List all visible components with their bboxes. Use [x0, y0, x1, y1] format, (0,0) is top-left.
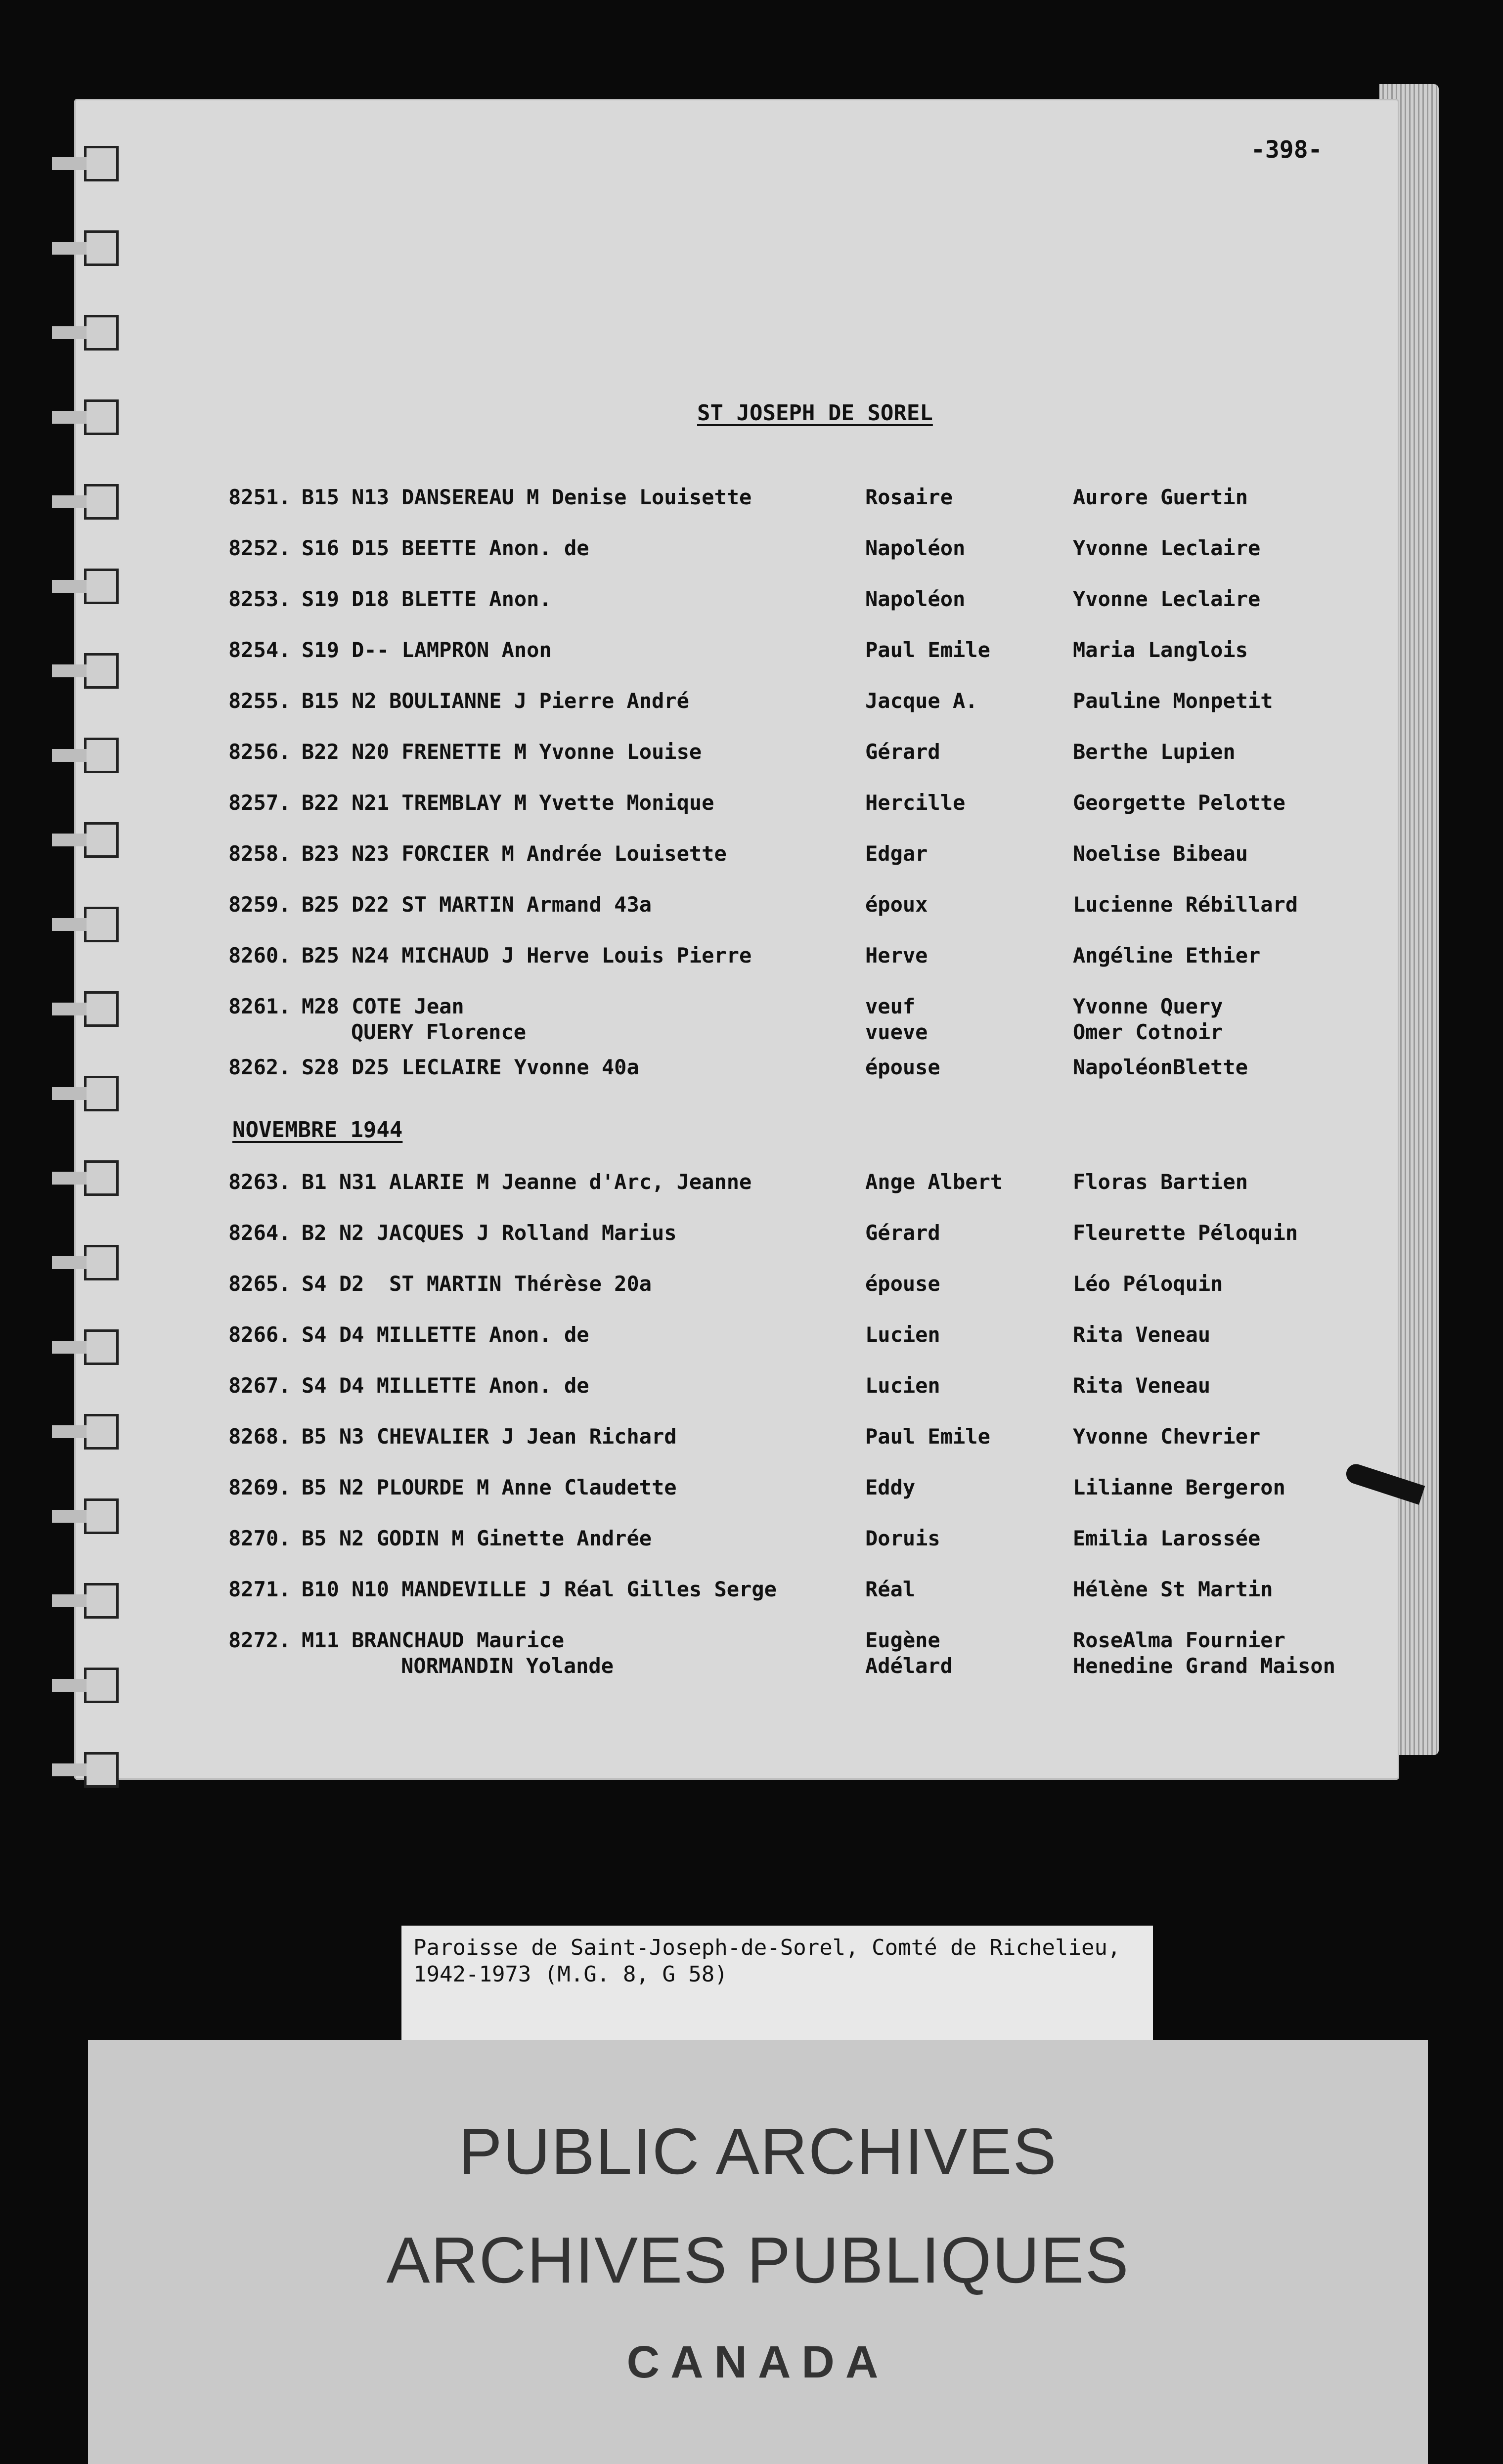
- record-father: Napoléon: [865, 536, 966, 560]
- record-mother: Maria Langlois: [1073, 638, 1248, 662]
- record-name: B5 N2 GODIN M Ginette Andrée: [302, 1526, 652, 1550]
- record-number: 8257.: [228, 791, 291, 815]
- record-name-line-1: M28 COTE Jean: [302, 994, 464, 1018]
- record-mother: Floras Bartien: [1073, 1170, 1248, 1194]
- record-mother: Yvonne Leclaire: [1073, 536, 1261, 560]
- stamp-line-2: ARCHIVES PUBLIQUES: [386, 2224, 1130, 2296]
- record-father: Hercille: [865, 791, 966, 815]
- record-name: S4 D2 ST MARTIN Thérèse 20a: [302, 1272, 652, 1296]
- record-father: époux: [865, 892, 928, 917]
- record-row: [0, 1271, 1503, 1320]
- record-father-line-1: Eugène: [865, 1628, 940, 1652]
- record-row: [0, 484, 1503, 534]
- record-father: Eddy: [865, 1475, 916, 1499]
- page-number: -398-: [1251, 136, 1323, 164]
- archive-caption: [401, 1926, 1153, 2047]
- record-mother-line-2: Omer Cotnoir: [1073, 1020, 1223, 1044]
- record-mother: Rita Veneau: [1073, 1322, 1211, 1347]
- record-father: Ange Albert: [865, 1170, 1003, 1194]
- record-mother: Lilianne Bergeron: [1073, 1475, 1285, 1499]
- record-row: [0, 841, 1503, 890]
- record-name: B22 N20 FRENETTE M Yvonne Louise: [302, 740, 702, 764]
- record-row: [0, 943, 1503, 992]
- record-father: Réal: [865, 1577, 916, 1601]
- stamp-line-1: PUBLIC ARCHIVES: [458, 2115, 1058, 2188]
- record-row: [0, 535, 1503, 585]
- binding-ring: [84, 315, 119, 351]
- record-mother: Hélène St Martin: [1073, 1577, 1273, 1601]
- record-father-line-2: vueve: [865, 1020, 928, 1044]
- record-mother: Rita Veneau: [1073, 1373, 1211, 1398]
- record-father: Paul Emile: [865, 1424, 990, 1449]
- record-name: [302, 994, 526, 1045]
- record-number: 8254.: [228, 638, 291, 662]
- record-father-line-2: Adélard: [865, 1654, 953, 1678]
- record-name: B5 N3 CHEVALIER J Jean Richard: [302, 1424, 677, 1449]
- record-mother: Pauline Monpetit: [1073, 689, 1273, 713]
- record-mother-line-1: RoseAlma Fournier: [1073, 1628, 1285, 1652]
- binding-ring: [84, 146, 119, 181]
- record-row: [0, 1628, 1503, 1677]
- record-name: B2 N2 JACQUES J Rolland Marius: [302, 1221, 677, 1245]
- record-row: [0, 1577, 1503, 1626]
- record-row: [0, 1322, 1503, 1371]
- record-father: Napoléon: [865, 587, 966, 611]
- record-row: [0, 1055, 1503, 1104]
- page-heading: ST JOSEPH DE SOREL: [697, 400, 933, 426]
- caption-line-1: Paroisse de Saint-Joseph-de-Sorel, Comté de Richelieu,: [413, 1935, 1121, 1960]
- caption-line-2: 1942-1973 (M.G. 8, G 58): [413, 1962, 728, 1987]
- record-father: Edgar: [865, 841, 928, 866]
- record-number: 8265.: [228, 1272, 291, 1296]
- record-name: S19 D-- LAMPRON Anon: [302, 638, 552, 662]
- record-name: B22 N21 TREMBLAY M Yvette Monique: [302, 791, 714, 815]
- record-row: [0, 1169, 1503, 1219]
- record-father: Lucien: [865, 1322, 940, 1347]
- record-name: [302, 1628, 614, 1679]
- record-father: Rosaire: [865, 485, 953, 509]
- record-mother-line-1: Yvonne Query: [1073, 994, 1223, 1018]
- record-mother: Léo Péloquin: [1073, 1272, 1223, 1296]
- record-name: B23 N23 FORCIER M Andrée Louisette: [302, 841, 727, 866]
- record-name: B25 N24 MICHAUD J Herve Louis Pierre: [302, 943, 752, 968]
- record-father: Doruis: [865, 1526, 940, 1550]
- record-mother: Lucienne Rébillard: [1073, 892, 1298, 917]
- record-name: S19 D18 BLETTE Anon.: [302, 587, 552, 611]
- record-mother: [1073, 994, 1223, 1045]
- record-number: 8253.: [228, 587, 291, 611]
- record-row: [0, 637, 1503, 687]
- record-name: B1 N31 ALARIE M Jeanne d'Arc, Jeanne: [302, 1170, 752, 1194]
- record-row: [0, 994, 1503, 1043]
- record-row: [0, 1373, 1503, 1422]
- record-name: B15 N13 DANSEREAU M Denise Louisette: [302, 485, 752, 509]
- record-number: 8266.: [228, 1322, 291, 1347]
- record-father: Gérard: [865, 1221, 940, 1245]
- record-number: 8272.: [228, 1628, 291, 1652]
- record-father: épouse: [865, 1055, 940, 1079]
- record-number: 8261.: [228, 994, 291, 1018]
- record-mother: Yvonne Leclaire: [1073, 587, 1261, 611]
- record-mother: Berthe Lupien: [1073, 740, 1236, 764]
- record-name-line-2: NORMANDIN Yolande: [351, 1654, 614, 1678]
- record-row: [0, 739, 1503, 789]
- record-mother-line-2: Henedine Grand Maison: [1073, 1654, 1336, 1678]
- record-number: 8263.: [228, 1170, 291, 1194]
- record-father: [865, 1628, 953, 1679]
- record-father: Herve: [865, 943, 928, 968]
- record-name-line-1: M11 BRANCHAUD Maurice: [302, 1628, 565, 1652]
- binding-ring: [84, 1752, 119, 1788]
- record-row: [0, 688, 1503, 738]
- record-number: 8256.: [228, 740, 291, 764]
- record-number: 8262.: [228, 1055, 291, 1079]
- record-number: 8268.: [228, 1424, 291, 1449]
- record-father: Gérard: [865, 740, 940, 764]
- binding-ring: [84, 399, 119, 435]
- record-name: S4 D4 MILLETTE Anon. de: [302, 1373, 589, 1398]
- binding-ring: [84, 230, 119, 266]
- record-row: [0, 790, 1503, 839]
- record-mother: Yvonne Chevrier: [1073, 1424, 1261, 1449]
- record-mother: Emilia Larossée: [1073, 1526, 1261, 1550]
- record-mother: Angéline Ethier: [1073, 943, 1261, 968]
- record-number: 8270.: [228, 1526, 291, 1550]
- record-name: B5 N2 PLOURDE M Anne Claudette: [302, 1475, 677, 1499]
- record-mother: Fleurette Péloquin: [1073, 1221, 1298, 1245]
- record-number: 8259.: [228, 892, 291, 917]
- record-number: 8251.: [228, 485, 291, 509]
- record-father: Paul Emile: [865, 638, 990, 662]
- record-mother: [1073, 1628, 1335, 1679]
- record-name: S4 D4 MILLETTE Anon. de: [302, 1322, 589, 1347]
- record-number: 8252.: [228, 536, 291, 560]
- record-number: 8269.: [228, 1475, 291, 1499]
- record-number: 8271.: [228, 1577, 291, 1601]
- record-mother: NapoléonBlette: [1073, 1055, 1248, 1079]
- section-label: NOVEMBRE 1944: [232, 1117, 403, 1143]
- record-father: Lucien: [865, 1373, 940, 1398]
- record-father: épouse: [865, 1272, 940, 1296]
- record-number: 8255.: [228, 689, 291, 713]
- record-row: [0, 1220, 1503, 1270]
- record-mother: Aurore Guertin: [1073, 485, 1248, 509]
- record-name: S16 D15 BEETTE Anon. de: [302, 536, 589, 560]
- stamp-line-3: CANADA: [626, 2337, 889, 2387]
- record-name-line-2: QUERY Florence: [351, 1020, 527, 1044]
- record-name: S28 D25 LECLAIRE Yvonne 40a: [302, 1055, 639, 1079]
- record-name: B10 N10 MANDEVILLE J Réal Gilles Serge: [302, 1577, 777, 1601]
- record-row: [0, 892, 1503, 941]
- record-row: [0, 1526, 1503, 1575]
- record-row: [0, 1424, 1503, 1473]
- record-father: [865, 994, 928, 1045]
- record-mother: Noelise Bibeau: [1073, 841, 1248, 866]
- record-father: Jacque A.: [865, 689, 978, 713]
- record-name: B25 D22 ST MARTIN Armand 43a: [302, 892, 652, 917]
- record-row: [0, 1475, 1503, 1524]
- archives-stamp: [88, 2040, 1428, 2464]
- record-number: 8260.: [228, 943, 291, 968]
- record-father-line-1: veuf: [865, 994, 916, 1018]
- record-number: 8267.: [228, 1373, 291, 1398]
- record-name: B15 N2 BOULIANNE J Pierre André: [302, 689, 689, 713]
- record-mother: Georgette Pelotte: [1073, 791, 1285, 815]
- record-row: [0, 586, 1503, 636]
- record-number: 8264.: [228, 1221, 291, 1245]
- record-number: 8258.: [228, 841, 291, 866]
